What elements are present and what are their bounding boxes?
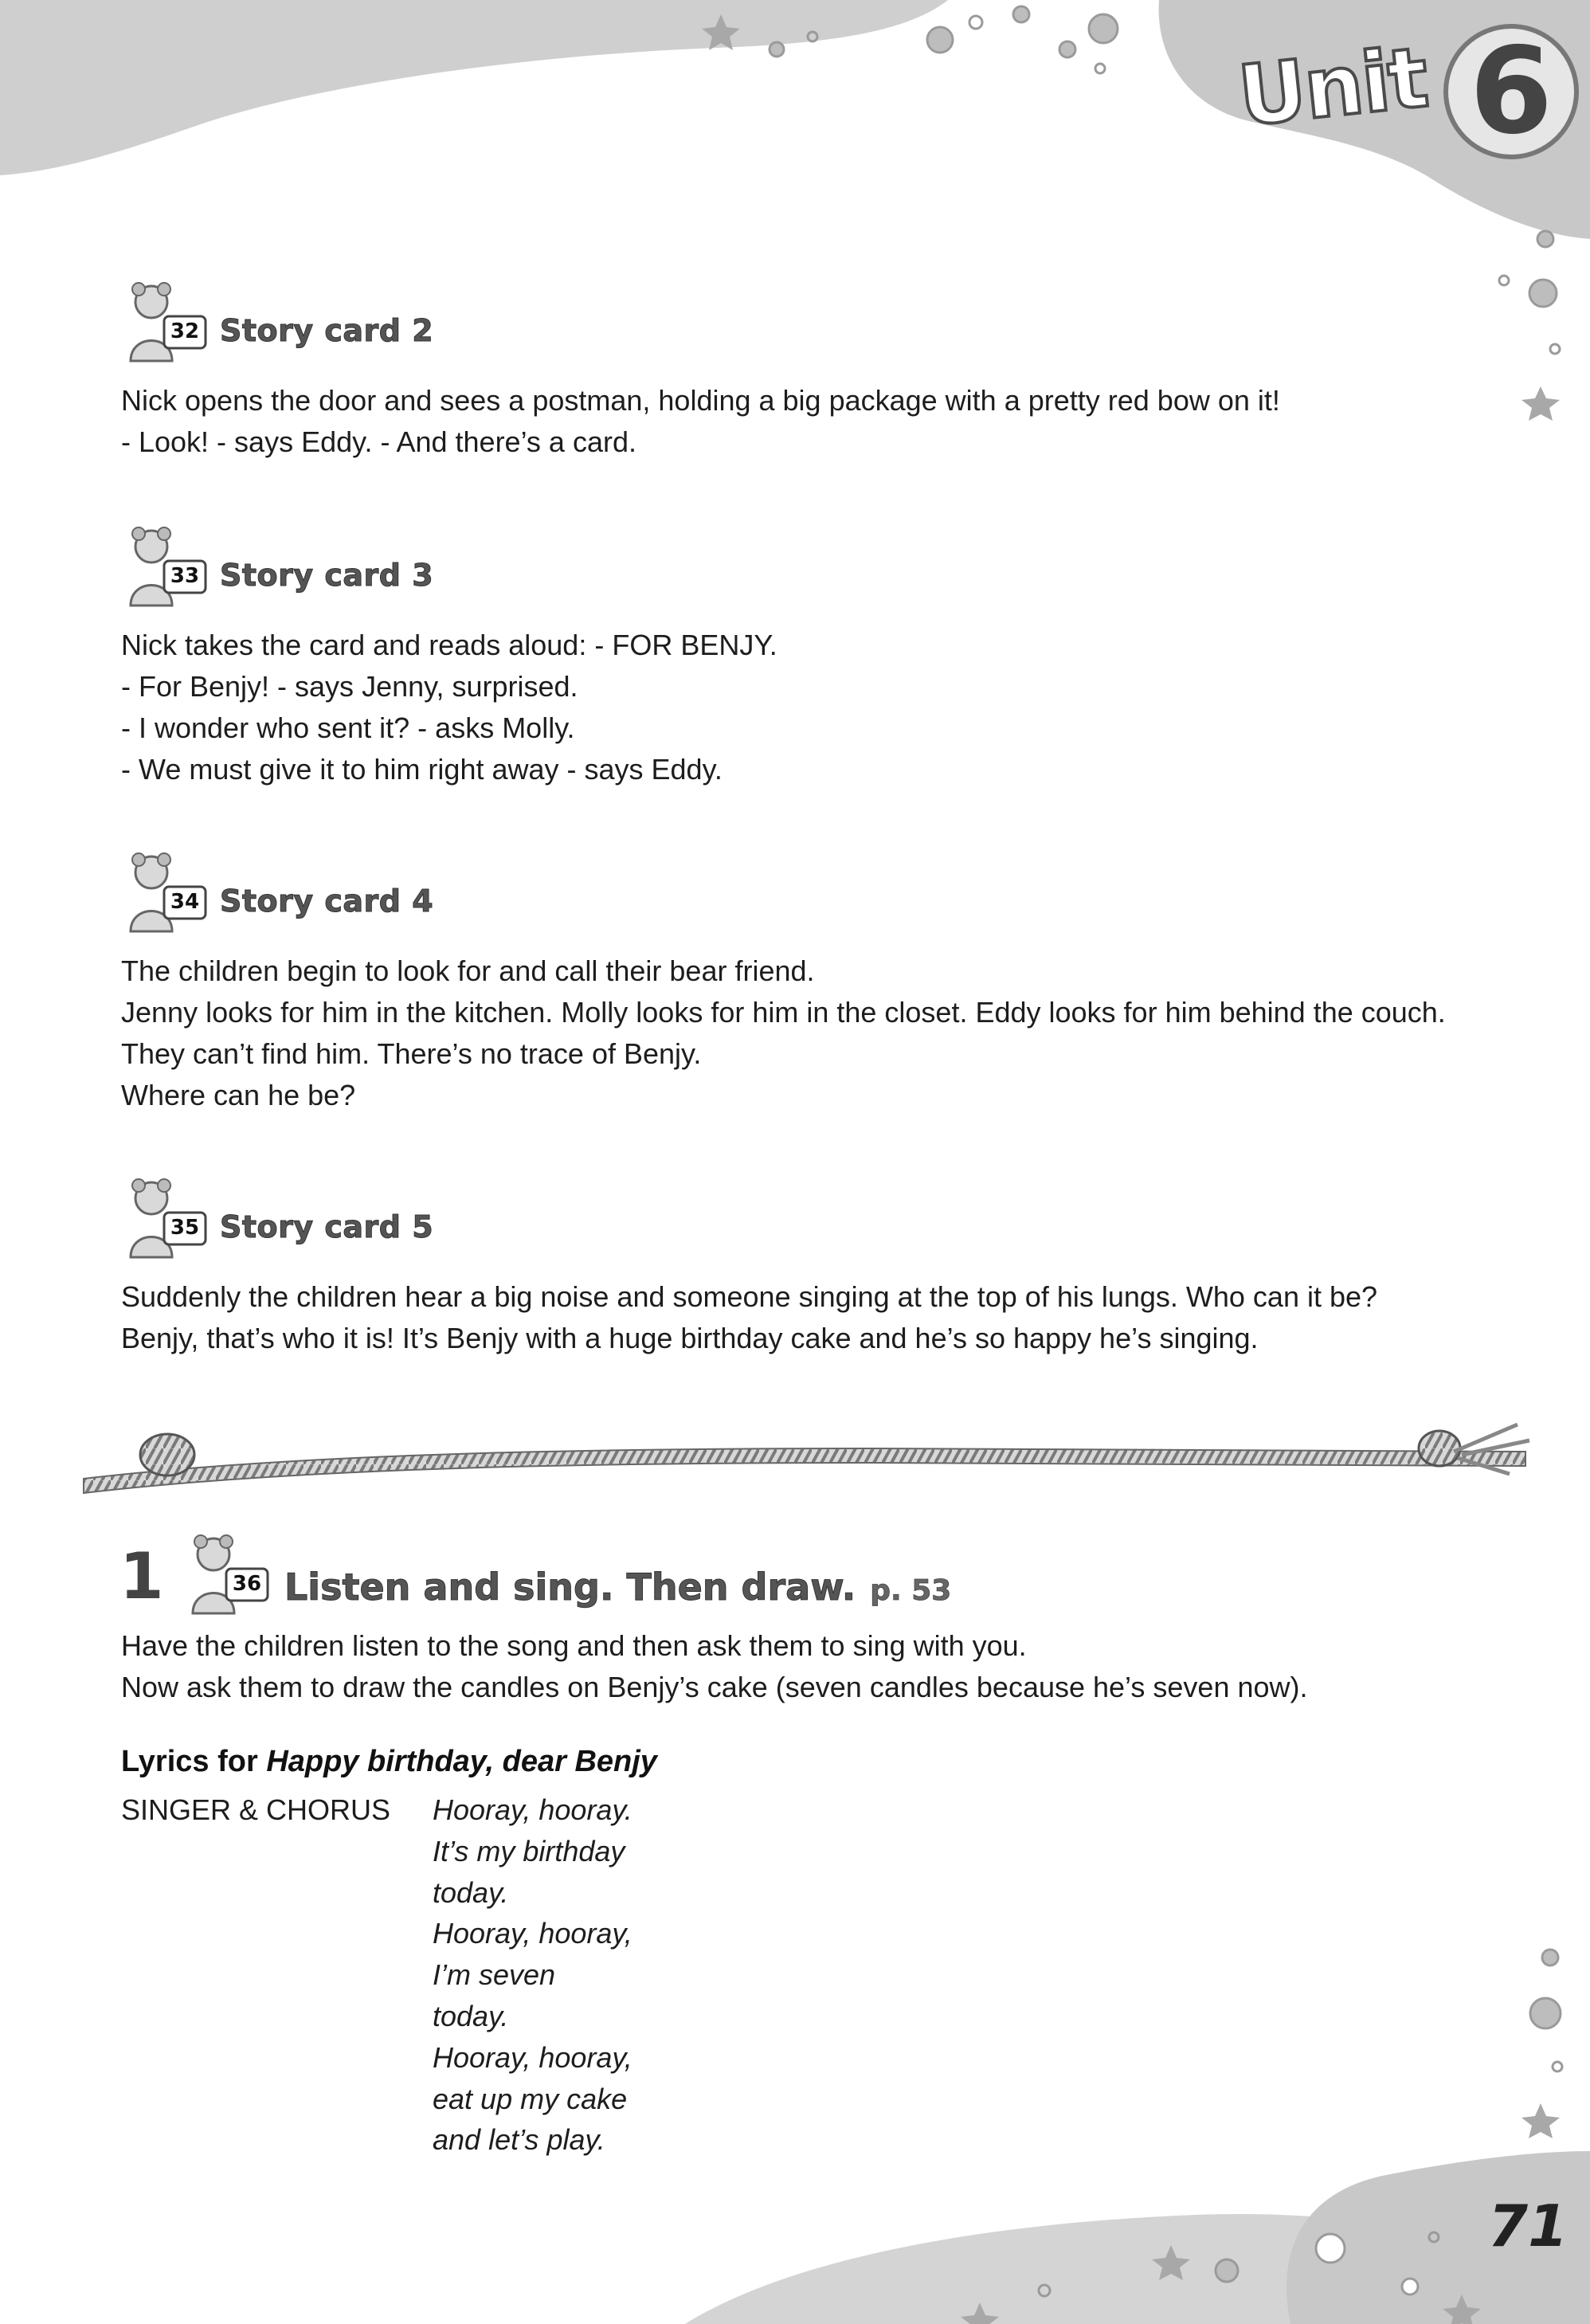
track-number: 33 bbox=[170, 564, 200, 588]
story-line: Jenny looks for him in the kitchen. Molly looks for him in the closet. Eddy looks for him behind the couch. bbox=[121, 996, 1446, 1029]
story-line: The children begin to look for and call their bear friend. bbox=[121, 954, 815, 987]
story-card-title: Story card 2 bbox=[220, 313, 434, 348]
exercise-instructions bbox=[121, 1625, 1308, 1708]
unit-number: 6 bbox=[1443, 24, 1579, 159]
track-number: 36 bbox=[232, 1572, 262, 1596]
exercise-title-text: Listen and sing. Then draw. bbox=[284, 1566, 856, 1609]
unit-label: Unit bbox=[1234, 29, 1431, 145]
lyric-line: today. bbox=[433, 1999, 509, 2032]
track-number: 34 bbox=[170, 890, 200, 914]
lyrics-verses bbox=[433, 1789, 632, 2161]
rope-divider bbox=[76, 1417, 1533, 1504]
page-number: 71 bbox=[1488, 2193, 1568, 2259]
story-line: - For Benjy! - says Jenny, surprised. bbox=[121, 670, 578, 703]
lyrics-heading bbox=[121, 1745, 657, 1779]
story-card-title: Story card 4 bbox=[220, 884, 434, 919]
story-line: - I wonder who sent it? - asks Molly. bbox=[121, 711, 575, 744]
page-reference: p. 53 bbox=[870, 1574, 952, 1607]
lyric-line: and let’s play. bbox=[433, 2123, 605, 2157]
lyric-line: eat up my cake bbox=[433, 2082, 628, 2115]
story-line: Nick takes the card and reads aloud: - FOR BENJY. bbox=[121, 629, 777, 661]
song-title: Happy birthday, dear Benjy bbox=[266, 1745, 657, 1778]
story-card bbox=[121, 281, 1475, 463]
lyrics-label: Lyrics for bbox=[121, 1745, 258, 1778]
singer-label: SINGER & CHORUS bbox=[121, 1793, 391, 1826]
lyric-line: I’m seven bbox=[433, 1958, 556, 1992]
story-line: Suddenly the children hear a big noise and someone singing at the top of his lungs. Who can it be? bbox=[121, 1280, 1378, 1313]
lyric-line: Hooray, hooray, bbox=[433, 1917, 632, 1950]
story-line: - Look! - says Eddy. - And there’s a card. bbox=[121, 425, 636, 458]
lyric-line: Hooray, hooray. bbox=[433, 1793, 632, 1826]
track-number: 35 bbox=[170, 1216, 200, 1240]
story-card-title: Story card 5 bbox=[220, 1209, 434, 1244]
story-card-title: Story card 3 bbox=[220, 558, 434, 593]
lyric-line: It’s my birthday bbox=[433, 1834, 625, 1867]
exercise-number: 1 bbox=[119, 1539, 164, 1613]
story-card bbox=[121, 852, 1475, 1116]
story-line: Nick opens the door and sees a postman, holding a big package with a pretty red bow on it! bbox=[121, 384, 1280, 417]
story-card bbox=[121, 526, 1475, 790]
story-line: - We must give it to him right away - says Eddy. bbox=[121, 753, 723, 786]
instruction-line: Have the children listen to the song and then ask them to sing with you. bbox=[121, 1629, 1027, 1662]
story-card bbox=[121, 1178, 1475, 1359]
top-left-wave bbox=[0, 0, 948, 175]
story-line: They can’t find him. There’s no trace of Benjy. bbox=[121, 1037, 702, 1070]
exercise-title bbox=[284, 1566, 951, 1609]
story-line: Benjy, that’s who it is! It’s Benjy with a huge birthday cake and he’s so happy he’s singing. bbox=[121, 1322, 1259, 1354]
track-number: 32 bbox=[170, 319, 200, 343]
story-line: Where can he be? bbox=[121, 1079, 356, 1111]
lyric-line: Hooray, hooray, bbox=[433, 2040, 632, 2074]
lyric-line: today. bbox=[433, 1875, 509, 1909]
instruction-line: Now ask them to draw the candles on Benjy’s cake (seven candles because he’s seven now). bbox=[121, 1671, 1308, 1703]
